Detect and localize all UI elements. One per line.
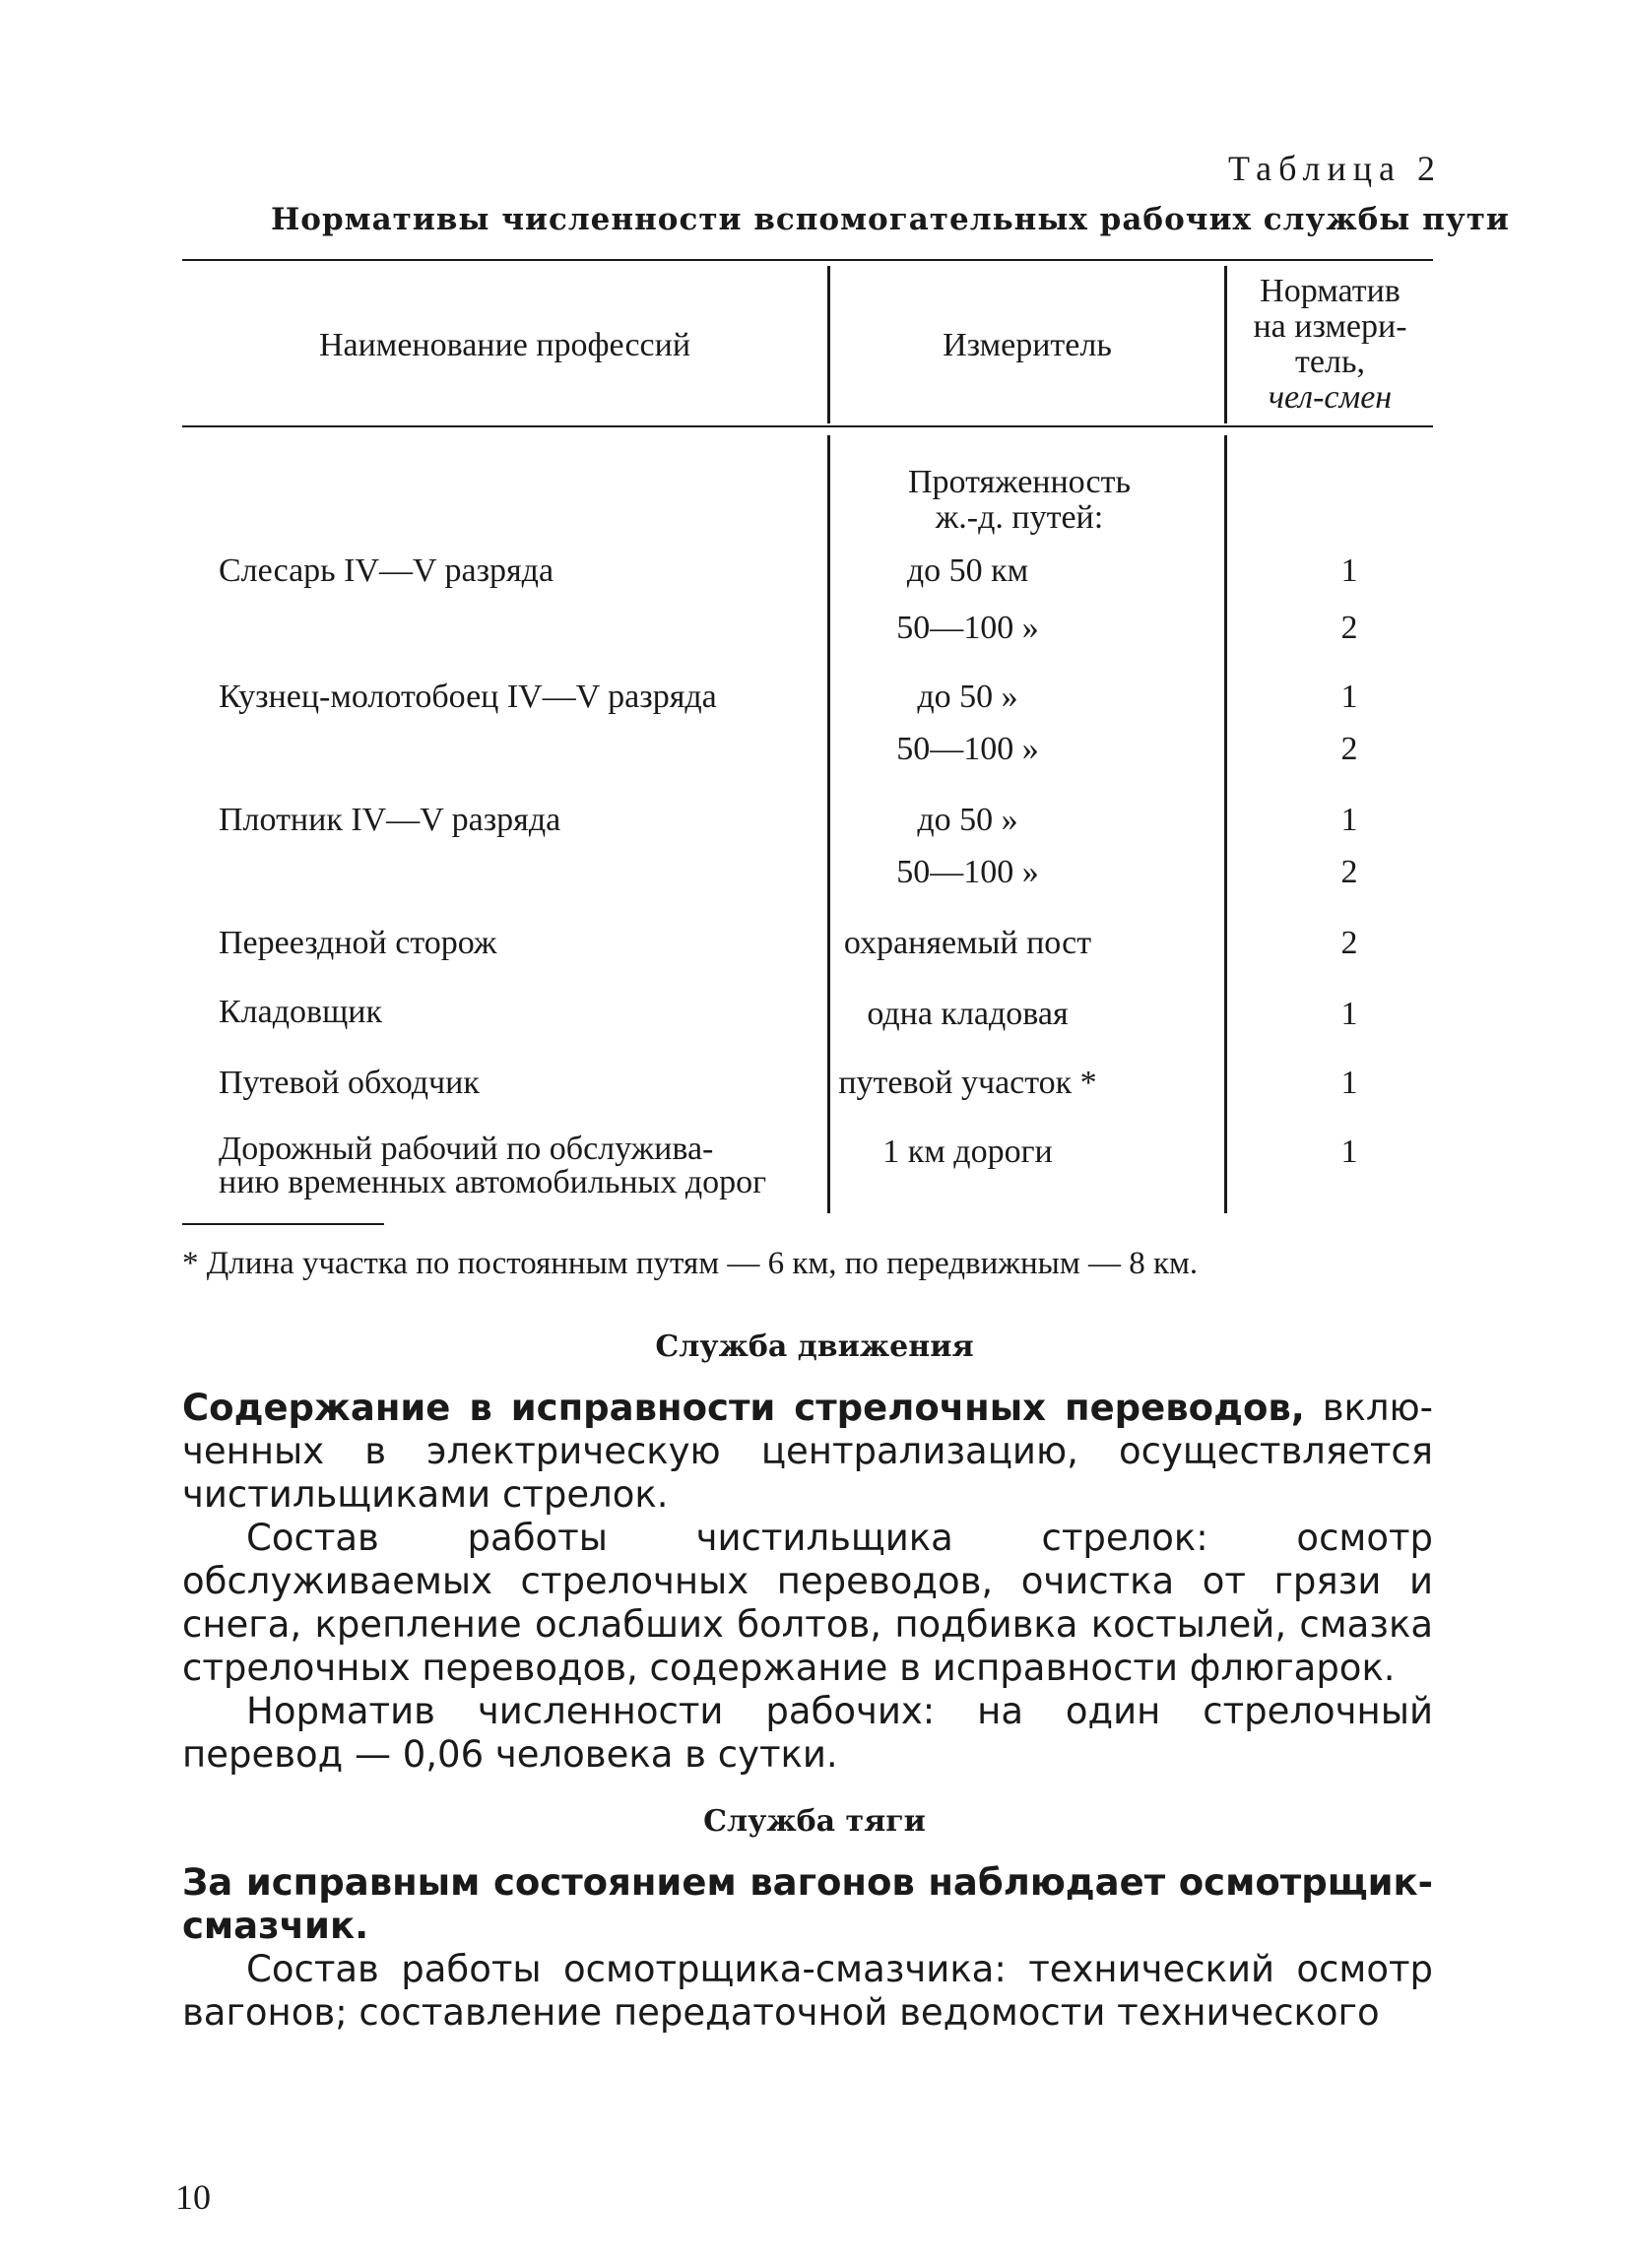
row-5-measure: до 50 » — [917, 802, 1018, 838]
header-profession: Наименование профессий — [318, 327, 691, 363]
row-4-measure: 50—100 » — [896, 731, 1039, 767]
row-9-profession: Путевой обходчик — [219, 1065, 480, 1101]
row-10-profession — [219, 1133, 766, 1199]
row-8-measure: одна кладовая — [867, 996, 1069, 1032]
header-norm-line-4: чел-смен — [1268, 379, 1393, 416]
row-5-norm: 1 — [1340, 802, 1358, 838]
table-header-rule — [182, 425, 1433, 427]
row-10-profession-line-2: нию временных автомобильных дорог — [219, 1164, 767, 1200]
row-9-norm: 1 — [1340, 1065, 1358, 1101]
row-6-measure: 50—100 » — [896, 854, 1039, 890]
row-6-norm: 2 — [1340, 854, 1358, 890]
table-title: Нормативы численности вспомогательных рабочих службы пути — [271, 202, 1510, 237]
paragraph-traction-2: Состав работы осмотрщика-смазчика: технический осмотр вагонов; составление передаточной ведомости технического — [182, 1948, 1433, 2034]
table-column-divider-2-body — [1224, 435, 1227, 1213]
row-3-measure: до 50 » — [917, 679, 1018, 715]
row-8-profession: Кладовщик — [219, 994, 382, 1030]
header-norm-line-1: Норматив — [1260, 273, 1401, 309]
paragraph-movement-1-text: вклю-ченных в электрическую централизацию, осуществляется чистильщиками стрелок. — [182, 1387, 1434, 1516]
table-footnote: * Длина участка по постоянным путям — 6 км, по передвижным — 8 км. — [182, 1246, 1199, 1281]
row-7-norm: 2 — [1340, 925, 1358, 961]
measure-intro — [832, 465, 1206, 536]
row-1-norm: 1 — [1340, 552, 1358, 589]
paragraph-movement-1 — [182, 1387, 1433, 1517]
row-2-norm: 2 — [1340, 610, 1358, 646]
section-title-movement: Служба движения — [655, 1329, 974, 1364]
row-1-measure: до 50 км — [906, 552, 1029, 589]
row-9-measure: путевой участок * — [838, 1065, 1097, 1101]
row-5-profession: Плотник IV—V разряда — [219, 802, 561, 838]
row-10-profession-line-1: Дорожный рабочий по обслужива- — [219, 1131, 714, 1167]
table-top-rule — [182, 259, 1433, 261]
measure-intro-line-1: Протяженность — [908, 464, 1131, 500]
row-1-profession: Слесарь IV—V разряда — [219, 552, 554, 589]
paragraph-movement-2: Состав работы чистильщика стрелок: осмотр обслуживаемых стрелочных переводов, очистка от грязи и снега, крепление ослабших болтов, подбивка костылей, смазка стрелочных переводов, содержание в исправности флюгарок. — [182, 1517, 1433, 1689]
row-8-norm: 1 — [1340, 996, 1358, 1032]
header-norm-line-3: тель, — [1295, 344, 1365, 380]
table-label: Таблица 2 — [1228, 149, 1442, 188]
row-10-norm: 1 — [1340, 1134, 1358, 1170]
paragraph-movement-3: Норматив численности рабочих: на один стрелочный перевод — 0,06 человека в сутки. — [182, 1690, 1433, 1776]
row-7-profession: Переездной сторож — [219, 925, 497, 961]
section-title-traction: Служба тяги — [703, 1804, 926, 1839]
page-number: 10 — [175, 2177, 211, 2217]
header-norm — [1227, 274, 1433, 416]
table-column-divider-1-body — [827, 435, 830, 1213]
paragraph-movement-1-lead: Содержание в исправности стрелочных переводов, — [182, 1387, 1305, 1429]
row-2-measure: 50—100 » — [896, 610, 1039, 646]
row-7-measure: охраняемый пост — [843, 925, 1092, 961]
row-3-profession: Кузнец-молотобоец IV—V разряда — [219, 679, 717, 715]
paragraph-traction-1: За исправным состоянием вагонов наблюдает осмотрщик-смазчик. — [182, 1861, 1433, 1947]
header-norm-line-2: на измери- — [1253, 308, 1407, 345]
row-3-norm: 1 — [1340, 679, 1358, 715]
row-4-norm: 2 — [1340, 731, 1358, 767]
row-10-measure: 1 км дороги — [882, 1134, 1053, 1170]
footnote-rule — [182, 1223, 384, 1225]
header-measure: Измеритель — [943, 327, 1112, 363]
measure-intro-line-2: ж.-д. путей: — [935, 499, 1104, 536]
